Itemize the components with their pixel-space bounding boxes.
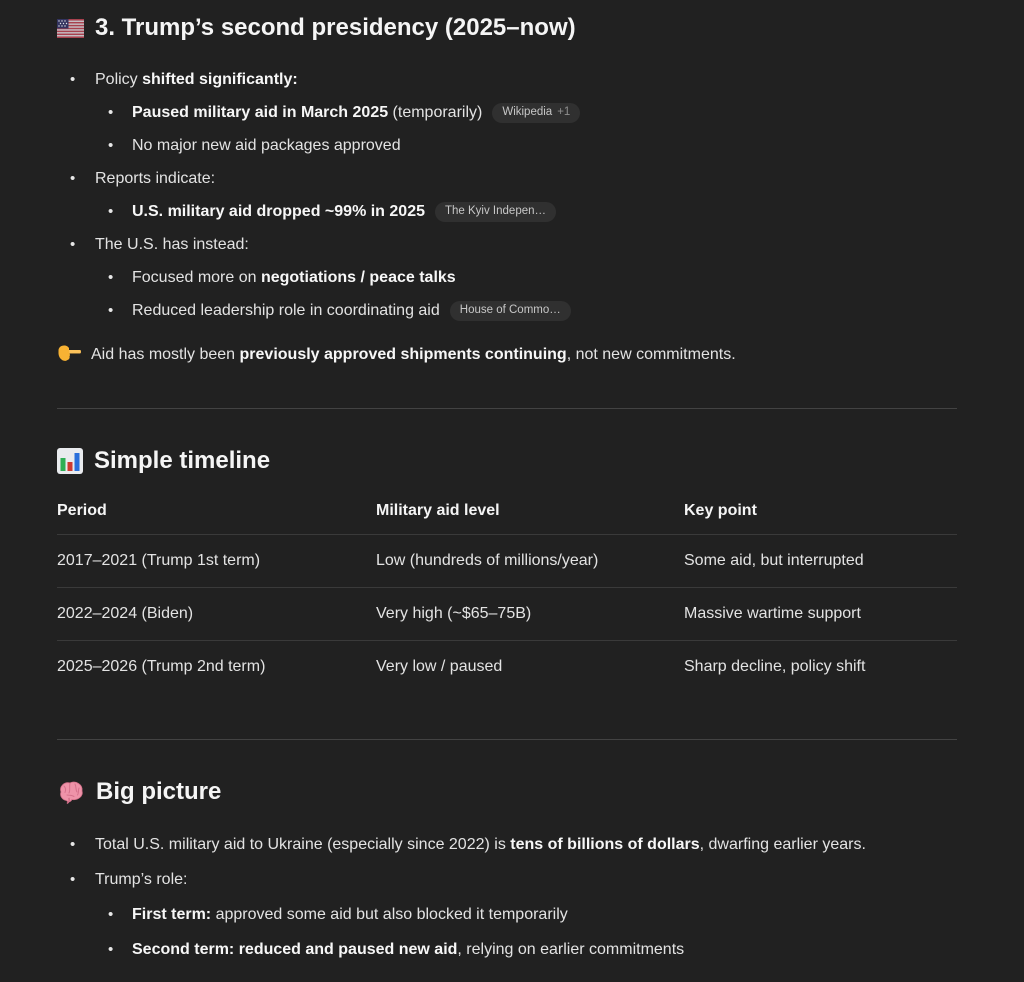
list-text-bold: U.S. military aid dropped ~99% in 2025	[132, 203, 425, 220]
list-item	[57, 263, 957, 292]
bullet-marker: •	[70, 170, 76, 187]
list-item	[57, 829, 957, 860]
bullet-marker: •	[108, 941, 114, 958]
citation-label: Wikipedia	[502, 106, 553, 118]
list-text: (temporarily)	[388, 104, 483, 121]
bullet-marker: •	[108, 302, 114, 319]
pointing-right-hand-icon	[57, 343, 82, 373]
column-header-period: Period	[57, 498, 376, 535]
list-text: Total U.S. military aid to Ukraine (especially since 2022) is	[95, 836, 511, 853]
list-text-bold: Second term: reduced and paused new aid	[132, 941, 458, 958]
bar-chart-icon	[57, 448, 83, 474]
list-item	[57, 197, 957, 226]
us-flag-icon	[57, 19, 84, 38]
list-item	[57, 296, 957, 325]
cell-period: 2017–2021 (Trump 1st term)	[57, 535, 376, 588]
bullet-marker: •	[70, 236, 76, 253]
citation-badge-kyiv-independent[interactable]	[435, 202, 556, 222]
list-text: The U.S. has instead:	[95, 236, 249, 253]
cell-key-point: Some aid, but interrupted	[684, 535, 957, 588]
bullet-marker: •	[70, 836, 76, 853]
list-item	[57, 230, 957, 259]
citation-label: House of Commo…	[459, 304, 561, 316]
citation-label: The Kyiv Indepen…	[445, 205, 547, 217]
cell-period: 2022–2024 (Biden)	[57, 588, 376, 641]
cell-aid-level: Very low / paused	[376, 658, 503, 675]
list-item	[57, 164, 957, 193]
list-text-bold: Paused military aid in March 2025	[132, 104, 389, 121]
summary-note	[57, 340, 957, 373]
bullet-marker: •	[108, 203, 114, 220]
cell-period: 2025–2026 (Trump 2nd term)	[57, 658, 266, 675]
cell-key-point: Sharp decline, policy shift	[684, 658, 866, 675]
section-heading-simple-timeline	[57, 446, 957, 476]
section-divider	[57, 408, 957, 409]
list-item	[57, 864, 957, 895]
section-title: Big picture	[96, 778, 222, 805]
section-title: Simple timeline	[94, 447, 271, 474]
table-row	[57, 535, 957, 588]
bullet-marker: •	[70, 71, 76, 88]
cell-aid-level: Very high (~$65–75B)	[376, 588, 684, 641]
note-text: Aid has mostly been	[91, 346, 240, 363]
list-text: Reduced leadership role in coordinating aid	[132, 302, 440, 319]
list-text-bold: negotiations / peace talks	[260, 269, 456, 286]
citation-badge-wikipedia[interactable]	[492, 103, 580, 123]
bullet-marker: •	[108, 137, 114, 154]
table-row	[57, 588, 957, 641]
brain-icon	[57, 779, 85, 805]
bullet-marker: •	[108, 269, 114, 286]
citation-badge-house-of-commons[interactable]	[450, 301, 571, 321]
section-heading-big-picture	[57, 777, 957, 807]
list-text: Trump’s role:	[95, 871, 188, 888]
note-text: , not new commitments.	[566, 346, 736, 363]
list-text: Focused more on	[132, 269, 261, 286]
list-text-bold: shifted significantly:	[142, 71, 298, 88]
cell-aid-level: Low (hundreds of millions/year)	[376, 535, 684, 588]
table-row	[57, 641, 957, 694]
citation-extra-count: +1	[557, 106, 571, 118]
list-text-bold: tens of billions of dollars	[510, 836, 700, 853]
policy-list	[57, 65, 957, 325]
list-item	[57, 98, 957, 127]
section-divider	[57, 739, 957, 740]
cell-key-point: Massive wartime support	[684, 588, 957, 641]
column-header-military-aid-level: Military aid level	[376, 498, 684, 535]
section-heading-trump-second-presidency	[57, 13, 957, 43]
bullet-marker: •	[70, 871, 76, 888]
list-item	[57, 899, 957, 930]
big-picture-list	[57, 829, 957, 965]
note-text-bold: previously approved shipments continuing	[239, 346, 567, 363]
list-text: , dwarfing earlier years.	[699, 836, 866, 853]
list-text: No major new aid packages approved	[132, 137, 401, 154]
list-item	[57, 131, 957, 160]
column-header-key-point: Key point	[684, 498, 957, 535]
table-header-row	[57, 498, 957, 535]
list-text: approved some aid but also blocked it temporarily	[211, 906, 568, 923]
bullet-marker: •	[108, 906, 114, 923]
section-title: 3. Trump’s second presidency (2025–now)	[95, 14, 576, 41]
list-item	[57, 65, 957, 94]
list-text-bold: First term:	[132, 906, 212, 923]
bullet-marker: •	[108, 104, 114, 121]
list-text: Reports indicate:	[95, 170, 216, 187]
timeline-table	[57, 498, 957, 693]
list-item	[57, 934, 957, 965]
list-text: , relying on earlier commitments	[457, 941, 685, 958]
list-text: Policy	[95, 71, 143, 88]
